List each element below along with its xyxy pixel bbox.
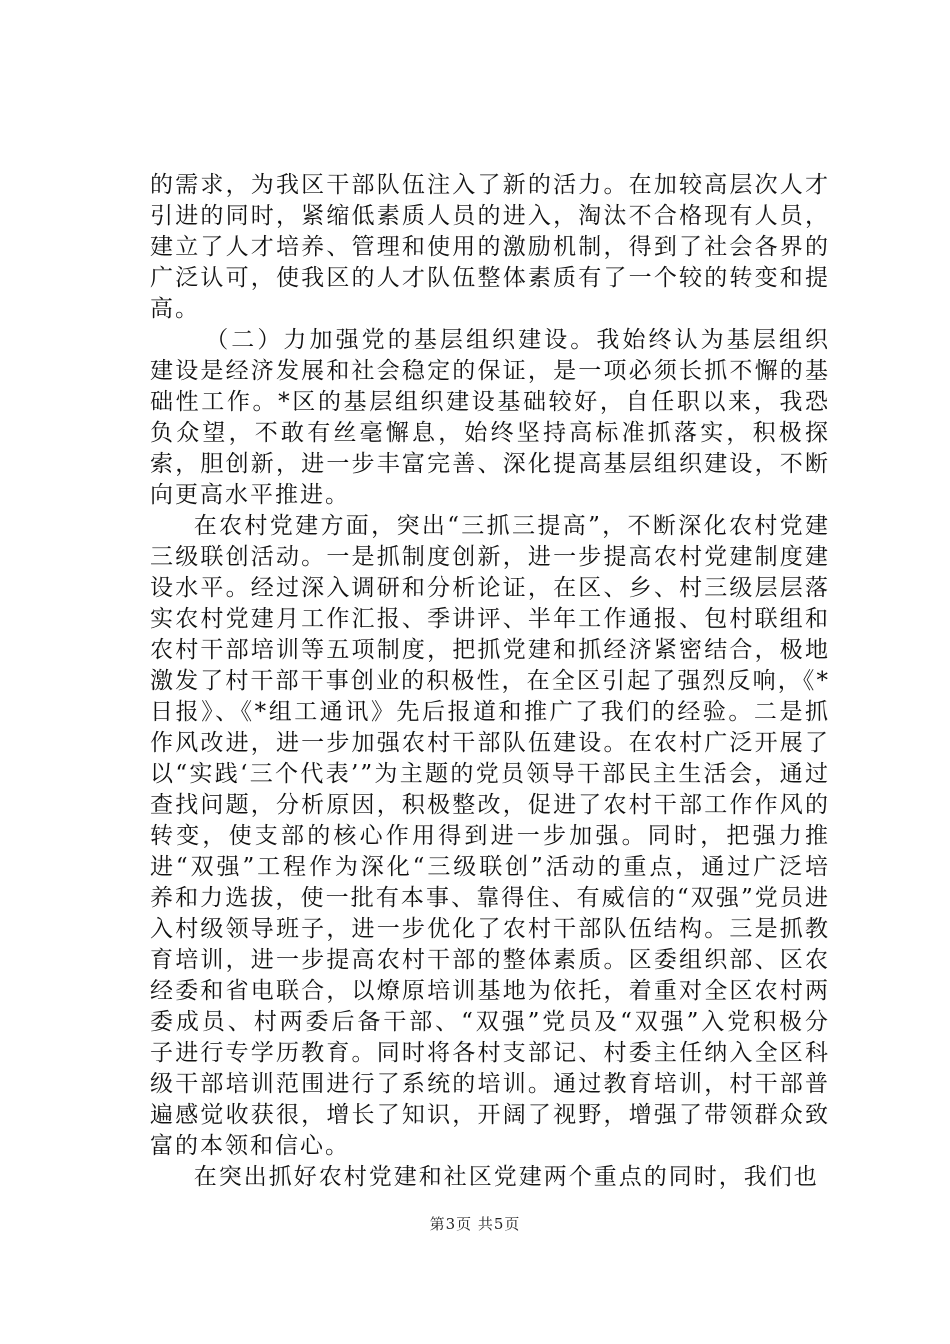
page-number-footer: 第3页 共5页 bbox=[429, 1215, 521, 1233]
paragraph-continuation: 的需求，为我区干部队伍注入了新的活力。在加较高层次人才引进的同时，紧缩低素质人员的进入，淘汰不合格现有人员，建立了人才培养、管理和使用的激励机制，得到了社会各界的广泛认可，使我区的人才队伍整体素质有了一个较的转变和提高。 bbox=[150, 172, 830, 322]
paragraph-section-two: （二）力加强党的基层组织建设。我始终认为基层组织建设是经济发展和社会稳定的保证，是一项必须长抓不懈的基础性工作。*区的基层组织建设基础较好，自任职以来，我恐负众望，不敢有丝毫懈息，始终坚持高标准抓落实，积极探索，胆创新，进一步丰富完善、深化提高基层组织建设，不断向更高水平推进。 bbox=[150, 327, 830, 508]
document-body bbox=[150, 170, 830, 1193]
paragraph-rural-party-building: 在农村党建方面，突出“三抓三提高”，不断深化农村党建三级联创活动。一是抓制度创新，进一步提高农村党建制度建设水平。经过深入调研和分析论证，在区、乡、村三级层层落实农村党建月工作汇报、季讲评、半年工作通报、包村联组和农村干部培训等五项制度，把抓党建和抓经济紧密结合，极地激发了村干部干事创业的积极性，在全区引起了强烈反响，《*日报》、《*组工通讯》先后报道和推广了我们的经验。二是抓作风改进，进一步加强农村干部队伍建设。在农村广泛开展了以“实践‘三个代表’”为主题的党员领导干部民主生活会，通过查找问题，分析原因，积极整改，促进了农村干部工作作风的转变，使支部的核心作用得到进一步加强。同时，把强力推进“双强”工程作为深化“三级联创”活动的重点，通过广泛培养和力选拔，使一批有本事、靠得住、有威信的“双强”党员进入村级领导班子，进一步优化了农村干部队伍结构。三是抓教育培训，进一步提高农村干部的整体素质。区委组织部、区农经委和省电联合，以燎原培训基地为依托，着重对全区农村两委成员、村两委后备干部、“双强”党员及“双强”入党积极分子进行专学历教育。同时将各村支部记、村委主任纳入全区科级干部培训范围进行了系统的培训。通过教育培训，村干部普遍感觉收获很，增长了知识，开阔了视野，增强了带领群众致富的本领和信心。 bbox=[150, 513, 830, 1159]
paragraph-closing-fragment: 在突出抓好农村党建和社区党建两个重点的同时，我们也 bbox=[193, 1164, 819, 1190]
